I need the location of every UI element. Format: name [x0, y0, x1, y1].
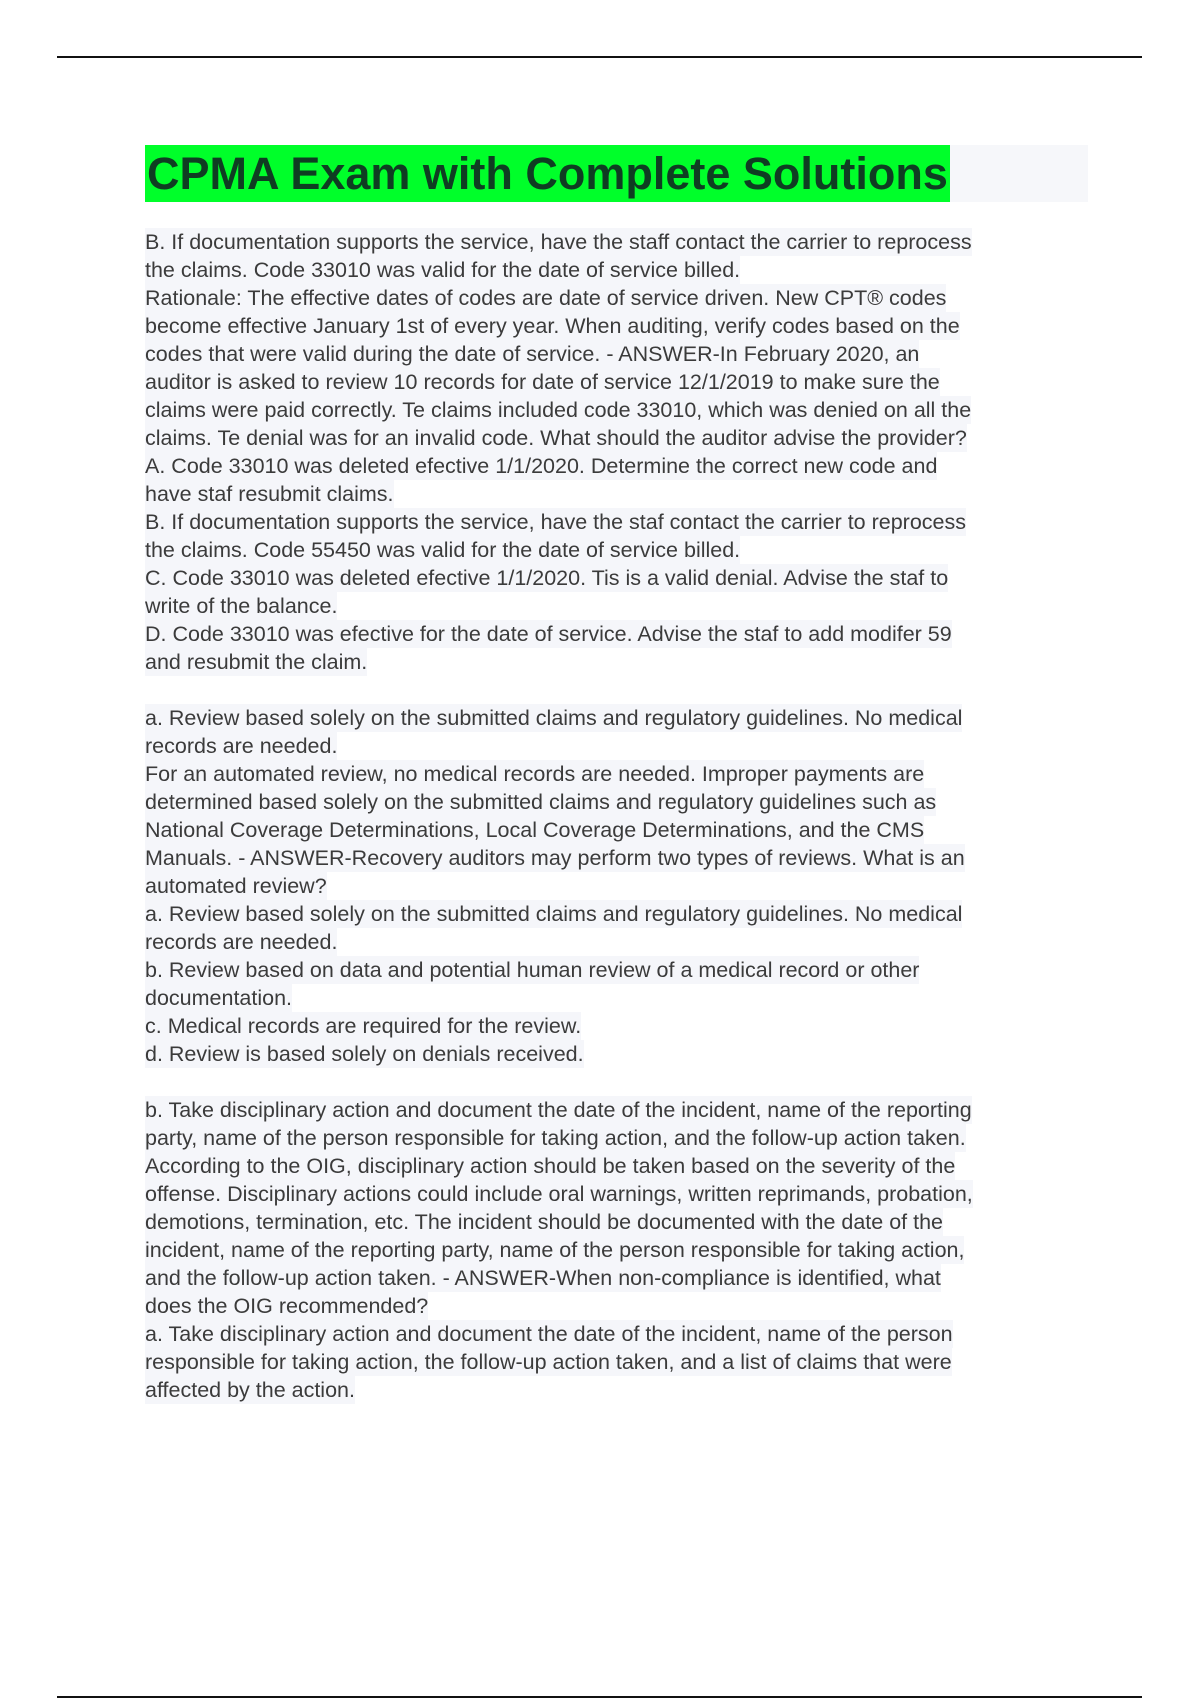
text-line: and resubmit the claim.: [145, 650, 368, 674]
text-block-1: [145, 228, 1085, 676]
text-block-2: [145, 704, 1085, 1068]
text-line: claims were paid correctly. Te claims included code 33010, which was denied on all the: [145, 398, 972, 422]
text-line: the claims. Code 55450 was valid for the date of service billed.: [145, 538, 741, 562]
text-line: B. If documentation supports the service, have the staff contact the carrier to reprocess: [145, 230, 972, 254]
text-line: responsible for taking action, the follow-up action taken, and a list of claims that were: [145, 1350, 952, 1374]
text-line: automated review?: [145, 874, 327, 898]
text-line: b. Review based on data and potential human review of a medical record or other: [145, 958, 920, 982]
text-line: records are needed.: [145, 930, 338, 954]
text-line: records are needed.: [145, 734, 338, 758]
text-line: offense. Disciplinary actions could include oral warnings, written reprimands, probation,: [145, 1182, 973, 1206]
text-line: auditor is asked to review 10 records for date of service 12/1/2019 to make sure the: [145, 370, 940, 394]
text-line: Rationale: The effective dates of codes are date of service driven. New CPT® codes: [145, 286, 947, 310]
text-line: d. Review is based solely on denials received.: [145, 1042, 584, 1066]
text-line: b. Take disciplinary action and document the date of the incident, name of the reporting: [145, 1098, 972, 1122]
block-spacer: [145, 676, 1085, 704]
text-line: claims. Te denial was for an invalid code. What should the auditor advise the provider?: [145, 426, 967, 450]
text-line: a. Take disciplinary action and document the date of the incident, name of the person: [145, 1322, 953, 1346]
text-line: codes that were valid during the date of service. - ANSWER-In February 2020, an: [145, 342, 920, 366]
text-line: determined based solely on the submitted claims and regulatory guidelines such as: [145, 790, 937, 814]
text-line: a. Review based solely on the submitted claims and regulatory guidelines. No medical: [145, 902, 963, 926]
top-rule: [57, 56, 1142, 58]
document-body: [145, 228, 1085, 1404]
text-line: B. If documentation supports the service, have the staf contact the carrier to reprocess: [145, 510, 966, 534]
text-line: documentation.: [145, 986, 293, 1010]
text-line: demotions, termination, etc. The incident should be documented with the date of the: [145, 1210, 943, 1234]
text-line: According to the OIG, disciplinary action should be taken based on the severity of the: [145, 1154, 956, 1178]
text-line: have staf resubmit claims.: [145, 482, 394, 506]
text-line: D. Code 33010 was efective for the date of service. Advise the staf to add modifer 59: [145, 622, 952, 646]
text-line: A. Code 33010 was deleted efective 1/1/2020. Determine the correct new code and: [145, 454, 938, 478]
text-line: National Coverage Determinations, Local Coverage Determinations, and the CMS: [145, 818, 925, 842]
block-spacer: [145, 1068, 1085, 1096]
bottom-rule: [57, 1696, 1142, 1698]
text-line: c. Medical records are required for the review.: [145, 1014, 582, 1038]
text-block-3: [145, 1096, 1085, 1404]
text-line: affected by the action.: [145, 1378, 355, 1402]
text-line: and the follow-up action taken. - ANSWER-When non-compliance is identified, what: [145, 1266, 941, 1290]
page-title: CPMA Exam with Complete Solutions: [145, 145, 950, 202]
text-line: does the OIG recommended?: [145, 1294, 429, 1318]
text-line: write of the balance.: [145, 594, 338, 618]
text-line: party, name of the person responsible for taking action, and the follow-up action taken.: [145, 1126, 966, 1150]
text-line: C. Code 33010 was deleted efective 1/1/2020. Tis is a valid denial. Advise the staf to: [145, 566, 949, 590]
text-line: Manuals. - ANSWER-Recovery auditors may perform two types of reviews. What is an: [145, 846, 965, 870]
text-line: become effective January 1st of every year. When auditing, verify codes based on the: [145, 314, 960, 338]
text-line: a. Review based solely on the submitted claims and regulatory guidelines. No medical: [145, 706, 963, 730]
text-line: For an automated review, no medical records are needed. Improper payments are: [145, 762, 925, 786]
text-line: incident, name of the reporting party, name of the person responsible for taking action,: [145, 1238, 965, 1262]
text-line: the claims. Code 33010 was valid for the date of service billed.: [145, 258, 741, 282]
